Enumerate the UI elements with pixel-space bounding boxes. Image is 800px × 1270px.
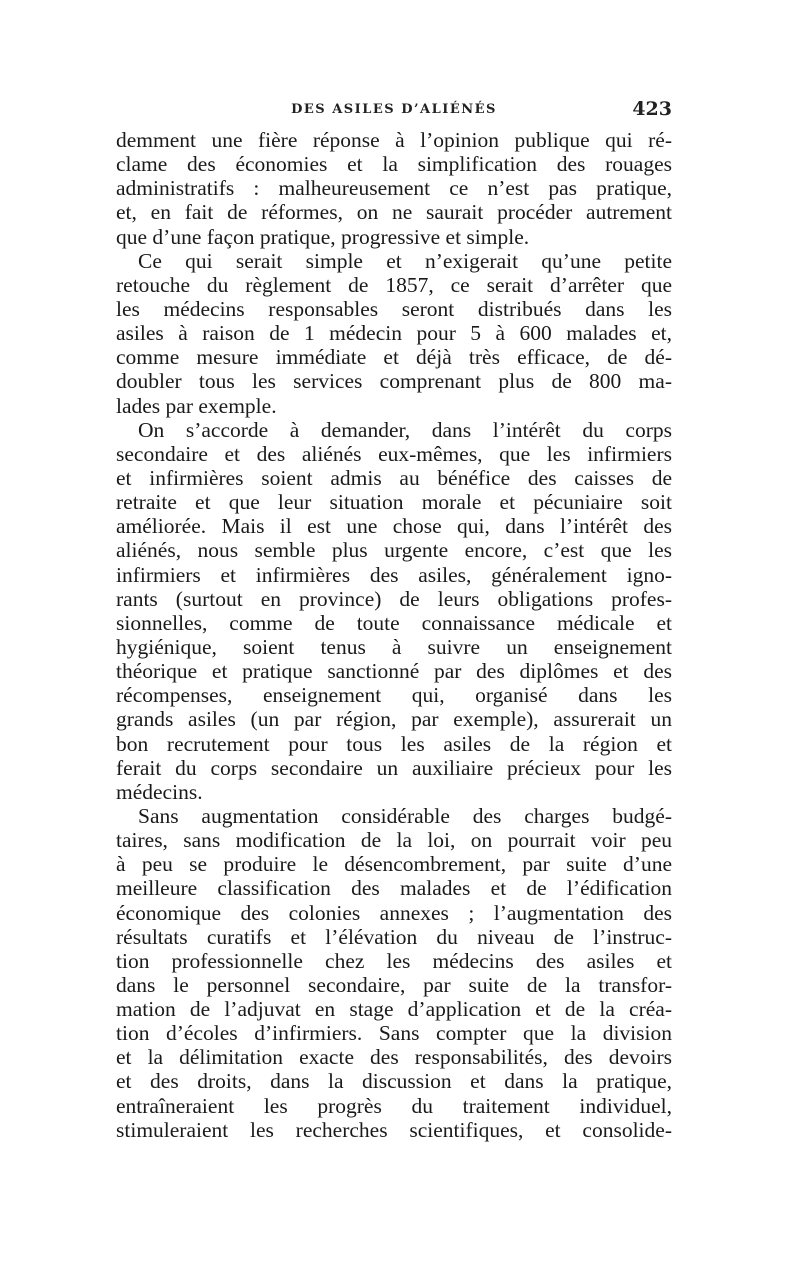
text-line: sionnelles, comme de toute connaissance médicale et bbox=[116, 610, 672, 635]
text-line: retraite et que leur situation morale et pécuniaire soit bbox=[116, 490, 672, 515]
text-line: et des droits, dans la discussion et dans la pratique, bbox=[116, 1069, 672, 1094]
text-line: comme mesure immédiate et déjà très efficace, de dé- bbox=[116, 345, 672, 370]
text-line: secondaire et des aliénés eux-mêmes, que les infirmiers bbox=[116, 441, 672, 466]
text-line: médecins. bbox=[116, 779, 203, 804]
text-line: meilleure classification des malades et de l’édification bbox=[116, 876, 672, 901]
text-line: hygiénique, soient tenus à suivre un enseignement bbox=[116, 634, 672, 659]
text-line: à peu se produire le désencombrement, par suite d’une bbox=[116, 852, 672, 877]
page-number: 423 bbox=[632, 98, 672, 120]
text-line: économique des colonies annexes ; l’augmentation des bbox=[116, 900, 672, 925]
text-line: et la délimitation exacte des responsabilités, des devoirs bbox=[116, 1045, 672, 1070]
running-head-title: DES ASILES D’ALIÉNÉS bbox=[291, 102, 497, 117]
text-line: tion professionnelle chez les médecins des asiles et bbox=[116, 948, 672, 973]
paragraph-start-line: Sans augmentation considérable des charges budgé- bbox=[138, 803, 672, 828]
text-line: rants (surtout en province) de leurs obligations profes- bbox=[116, 586, 672, 611]
paragraph-start-line: Ce qui serait simple et n’exigerait qu’une petite bbox=[138, 248, 672, 273]
text-line: ferait du corps secondaire un auxiliaire précieux pour les bbox=[116, 755, 672, 780]
text-line: doubler tous les services comprenant plus de 800 ma- bbox=[116, 369, 672, 394]
text-line: lades par exemple. bbox=[116, 393, 277, 418]
text-line: aliénés, nous semble plus urgente encore, c’est que les bbox=[116, 538, 672, 563]
text-line: mation de l’adjuvat en stage d’application et de la créa- bbox=[116, 997, 672, 1022]
text-line: entraîneraient les progrès du traitement individuel, bbox=[116, 1093, 672, 1118]
body-text bbox=[116, 128, 672, 1142]
text-line: administratifs : malheureusement ce n’est pas pratique, bbox=[116, 176, 672, 201]
text-line: que d’une façon pratique, progressive et simple. bbox=[116, 224, 530, 249]
text-line: les médecins responsables seront distribués dans les bbox=[116, 296, 672, 321]
text-line: grands asiles (un par région, par exemple), assurerait un bbox=[116, 707, 672, 732]
text-line: tion d’écoles d’infirmiers. Sans compter que la division bbox=[116, 1021, 672, 1046]
text-line: demment une fière réponse à l’opinion publique qui ré- bbox=[116, 128, 672, 152]
text-line: récompenses, enseignement qui, organisé dans les bbox=[116, 683, 672, 708]
text-line: et, en fait de réformes, on ne saurait procéder autrement bbox=[116, 200, 672, 225]
text-line: clame des économies et la simplification des rouages bbox=[116, 152, 672, 177]
text-line: dans le personnel secondaire, par suite de la transfor- bbox=[116, 972, 672, 997]
text-line: résultats curatifs et l’élévation du niveau de l’instruc- bbox=[116, 924, 672, 949]
running-head bbox=[116, 100, 672, 126]
text-line: théorique et pratique sanctionné par des diplômes et des bbox=[116, 659, 672, 684]
text-line: bon recrutement pour tous les asiles de la région et bbox=[116, 731, 672, 756]
paragraph-start-line: On s’accorde à demander, dans l’intérêt du corps bbox=[138, 417, 672, 442]
text-line: taires, sans modification de la loi, on pourrait voir peu bbox=[116, 828, 672, 853]
text-line: stimuleraient les recherches scientifiques, et consolide- bbox=[116, 1117, 672, 1142]
text-line: asiles à raison de 1 médecin pour 5 à 600 malades et, bbox=[116, 321, 672, 346]
text-line: et infirmières soient admis au bénéfice des caisses de bbox=[116, 465, 672, 490]
text-line: infirmiers et infirmières des asiles, généralement igno- bbox=[116, 562, 672, 587]
text-line: améliorée. Mais il est une chose qui, dans l’intérêt des bbox=[116, 514, 672, 539]
text-line: retouche du règlement de 1857, ce serait d’arrêter que bbox=[116, 272, 672, 297]
